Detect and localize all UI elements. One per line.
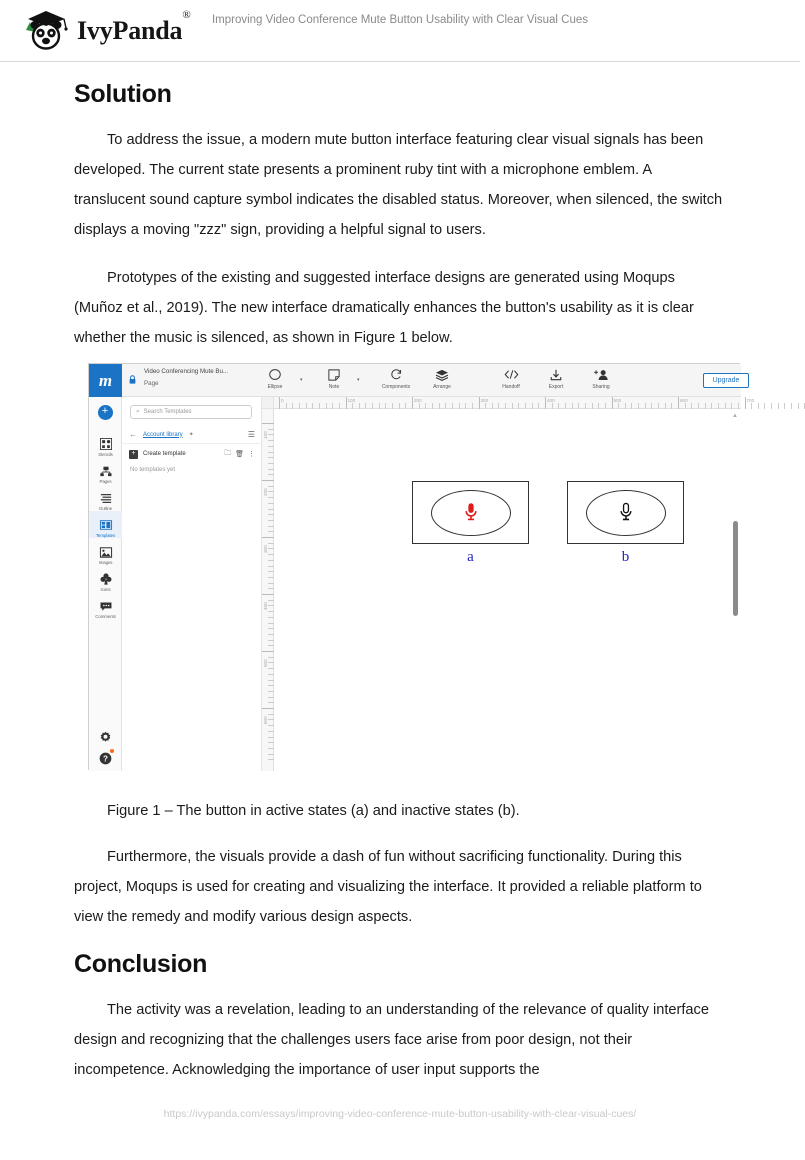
ruler-h-major-tick (346, 397, 347, 409)
ruler-v-label: 300 (263, 545, 268, 553)
ruler-h-label: 600 (680, 398, 688, 403)
ruler-h-label: 500 (613, 398, 622, 403)
ruler-v-major-tick (262, 537, 274, 538)
rail-item-comments-label: Comments (95, 614, 116, 619)
rail-item-pages[interactable] (89, 457, 122, 484)
ruler-v-label: 600 (263, 716, 268, 724)
search-placeholder: Search Templates (143, 409, 192, 415)
help-notification-dot (110, 749, 114, 753)
ruler-h-major-tick (612, 397, 613, 409)
ruler-h-minor-tick (798, 403, 799, 409)
ruler-h-major-tick (745, 397, 746, 409)
moqups-logo[interactable]: m (89, 364, 122, 397)
ruler-h-major-tick (678, 397, 679, 409)
ruler-corner (262, 397, 274, 409)
ruler-h-label: 100 (347, 398, 356, 403)
ruler-h-major-tick (412, 397, 413, 409)
ruler-h-minor-tick (791, 403, 792, 409)
ruler-v-major-tick (262, 480, 274, 481)
mockup-button-active[interactable] (412, 481, 529, 544)
no-templates-message: No templates yet (130, 467, 176, 473)
gear-icon (89, 730, 122, 744)
tool-arrange-label: Arrange (433, 384, 451, 390)
figure-caption: Figure 1 – The button in active states (a) and inactive states (b). (107, 803, 520, 819)
pages-icon (89, 464, 122, 478)
chevron-down-icon-ellipse[interactable]: ▾ (300, 377, 303, 383)
ruler-h-label: 700 (746, 398, 755, 403)
list-view-icon[interactable]: ☰ (247, 430, 255, 439)
mockup-button-inactive[interactable] (567, 481, 684, 544)
ruler-v-label: 100 (263, 431, 268, 439)
rail-item-pages-label: Pages (99, 479, 112, 484)
rail-item-images-label: Images (98, 560, 113, 565)
arrow-left-icon[interactable]: ← (129, 430, 137, 439)
moqups-page-label[interactable]: Page (144, 380, 159, 387)
mockup-label-b: b (621, 549, 630, 565)
ruler-h-major-tick (545, 397, 546, 409)
upgrade-button[interactable]: Upgrade (703, 373, 749, 388)
tool-note-label: Note (328, 384, 340, 390)
code-icon (488, 367, 534, 382)
create-template-row[interactable] (122, 445, 262, 463)
components-icon (373, 367, 419, 382)
add-person-icon (578, 367, 624, 382)
more-vertical-icon[interactable]: ⋮ (248, 451, 255, 458)
search-templates-input[interactable] (130, 405, 252, 419)
create-template-label: Create template (143, 451, 186, 457)
svg-text:?: ? (103, 753, 108, 763)
settings-button[interactable] (89, 723, 122, 744)
help-button[interactable] (89, 744, 122, 765)
rail-item-stencils-label: Stencils (98, 452, 113, 457)
add-button[interactable]: + (98, 405, 113, 420)
rail-item-icons-label: Icons (100, 587, 111, 592)
ruler-h-minor-tick (751, 403, 752, 409)
rail-bottom-group (89, 723, 122, 765)
comment-icon (89, 599, 122, 613)
note-icon (311, 367, 357, 382)
paragraph-solution-1: To address the issue, a modern mute button interface featuring clear visual signals has been developed. The current state presents a prominent ruby tint with a microphone emblem. A translucent sound capture symbol indicates the disabled status. Moreover, when silenced, the switch displays a moving "zzz" sign, providing a helpful signal to users. (74, 132, 723, 238)
paragraph-conclusion-1: The activity was a revelation, leading to an understanding of the relevance of quality interface design and recognizing that the challenges users face arise from poor design, not their incompetence. Acknowledging the importance of user input supports the (74, 1002, 709, 1078)
document-body (74, 62, 726, 371)
create-template-actions (224, 449, 255, 460)
document-body-lower (74, 780, 726, 1103)
account-library-link[interactable]: Account library (143, 431, 183, 438)
ruler-h-label: 400 (547, 398, 555, 403)
templates-icon (89, 518, 122, 532)
library-breadcrumb-row (122, 426, 262, 444)
clover-icon (89, 572, 122, 586)
tool-sharing-label: Sharing (592, 384, 610, 390)
trash-icon[interactable]: 🗑 (235, 451, 244, 458)
outline-icon (89, 491, 122, 505)
tool-note[interactable] (311, 367, 357, 390)
tool-export[interactable] (533, 367, 579, 390)
vertical-scrollbar[interactable] (733, 521, 738, 616)
design-canvas[interactable] (274, 409, 741, 771)
ellipse-icon (252, 367, 298, 382)
tool-handoff[interactable] (488, 367, 534, 390)
running-head: Improving Video Conference Mute Button Usability with Clear Visual Cues (211, 14, 589, 26)
ruler-v-label: 200 (263, 488, 268, 496)
layers-icon (419, 367, 465, 382)
templates-panel (122, 397, 262, 771)
moqups-top-bar (89, 364, 741, 397)
section-title-solution: Solution (74, 80, 172, 108)
horizontal-ruler[interactable] (274, 397, 755, 409)
rail-item-outline-label: Outline (98, 506, 113, 511)
paragraph-solution-3: Furthermore, the visuals provide a dash of fun without sacrificing functionality. During this project, Moqups is used for creating and visualizing the interface. It provided a reliable platform to view the remedy and modify various design aspects. (74, 849, 702, 925)
images-icon (89, 545, 122, 559)
brand-registered-mark: ® (182, 9, 191, 22)
ruler-v-label: 500 (263, 659, 268, 667)
ruler-v-major-tick (262, 423, 274, 424)
ruler-v-major-tick (262, 651, 274, 652)
rail-item-templates-label: Templates (95, 533, 116, 538)
ruler-v-label: 400 (263, 602, 268, 610)
help-icon (89, 751, 122, 765)
brand-name-text: IvyPanda (77, 16, 183, 45)
microphone-icon-active (464, 502, 478, 524)
moqups-app-screenshot (88, 363, 755, 770)
ruler-h-major-tick (279, 397, 280, 409)
ruler-h-label: 300 (480, 398, 489, 403)
microphone-icon-inactive (619, 502, 633, 524)
ruler-h-minor-tick (778, 403, 779, 409)
scroll-up-arrow[interactable]: ▲ (732, 413, 738, 419)
rail-item-templates[interactable] (89, 511, 122, 538)
ruler-h-major-tick (479, 397, 480, 409)
rail-item-icons[interactable] (89, 565, 122, 592)
tool-components[interactable] (373, 367, 419, 390)
ruler-h-label: 0 (281, 398, 284, 403)
paragraph-solution-2: Prototypes of the existing and suggested interface designs are generated using Moqups (Muñoz et al., 2019). The new interface dramatically enhances the button's usability as it is clear whether the music is silenced, as shown in Figure 1 below. (74, 270, 694, 346)
ruler-h-minor-tick (784, 403, 785, 409)
footer-url[interactable]: https://ivypanda.com/essays/improving-video-conference-mute-button-usability-with-clear-visual-cues/ (163, 1108, 637, 1120)
ruler-h-minor-tick (771, 403, 772, 409)
rail-item-comments[interactable] (89, 592, 122, 619)
stencils-icon (89, 437, 122, 451)
star-icon[interactable]: ✦ (188, 432, 194, 438)
tool-arrange[interactable] (419, 367, 465, 390)
ruler-v-major-tick (262, 594, 274, 595)
tool-export-label: Export (548, 384, 564, 390)
tool-handoff-label: Handoff (502, 384, 520, 390)
moqups-document-title[interactable]: Video Conferencing Mute Bu... (144, 368, 229, 375)
ruler-h-minor-tick (764, 403, 765, 409)
tool-ellipse-label: Ellipse (267, 384, 283, 390)
plus-square-icon: + (129, 450, 138, 459)
tool-ellipse[interactable] (252, 367, 298, 390)
lock-icon (129, 375, 136, 384)
download-icon (533, 367, 579, 382)
ruler-h-label: 200 (414, 398, 422, 403)
search-icon: ⌕ (136, 408, 140, 415)
ruler-h-minor-tick (758, 403, 759, 409)
chevron-down-icon-note[interactable]: ▾ (357, 377, 360, 383)
page-header (0, 0, 800, 62)
moqups-left-rail (89, 397, 122, 771)
rail-item-stencils[interactable] (89, 430, 122, 457)
ruler-v-major-tick (262, 708, 274, 709)
rail-item-outline[interactable] (89, 484, 122, 511)
folder-icon[interactable]: 🗀 (224, 449, 232, 457)
rail-item-images[interactable] (89, 538, 122, 565)
section-title-conclusion: Conclusion (74, 950, 208, 978)
vertical-ruler[interactable] (262, 409, 274, 771)
tool-components-label: Components (381, 384, 411, 390)
tool-sharing[interactable] (578, 367, 624, 390)
mockup-label-a: a (467, 549, 474, 565)
